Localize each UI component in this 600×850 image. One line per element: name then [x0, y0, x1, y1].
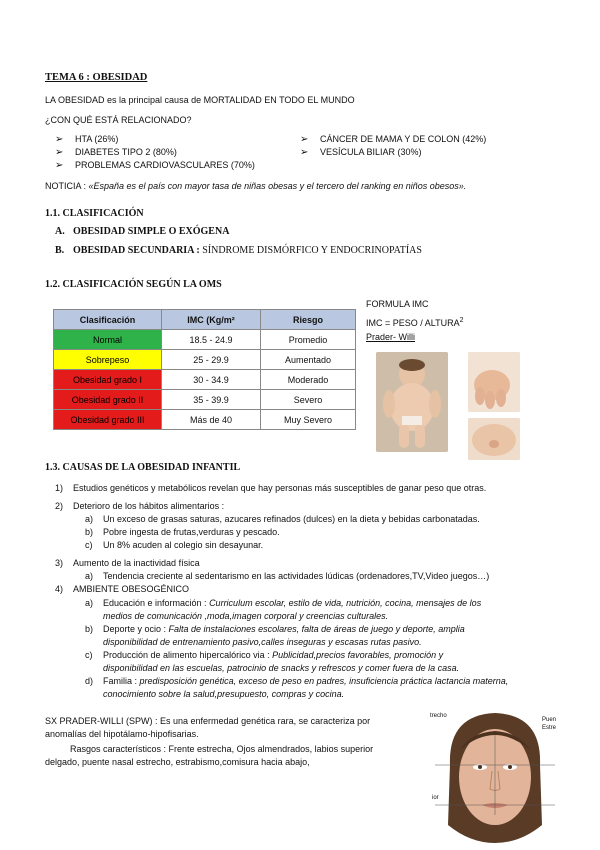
body-photo: [468, 418, 520, 460]
spw-line-4: delgado, puente nasal estrecho, estrabismo,comisura hacia abajo,: [45, 757, 310, 767]
table-row: [54, 370, 356, 390]
cause-1: 1) Estudios genéticos y metabólicos revelan que hay personas más susceptibles de ganar peso que otras.: [55, 483, 487, 493]
spw-line-1: SX PRADER-WILLI (SPW) : Es una enfermedad genética rara, se caracteriza por: [45, 716, 371, 726]
cause-4b: b) Deporte y ocio : Falta de instalaciones escolares, falta de áreas de juego y deporte, amplia: [85, 624, 465, 634]
table-row: [54, 410, 356, 430]
cause-4d-cont: conocimiento sobre la salud,presupuesto, compras y cocina.: [103, 689, 345, 699]
table-cell-risk: Aumentado: [261, 350, 356, 370]
related-list-left: [55, 133, 315, 173]
table-cell-imc: Más de 40: [162, 410, 261, 430]
related-item-vesicula: ➢ VESÍCULA BILIAR (30%): [300, 146, 422, 159]
cause-4a-cont: medios de comunicación ,moda,imagen corporal y creencias culturales.: [103, 611, 389, 621]
classification-b: B. OBESIDAD SECUNDARIA : SÍNDROME DISMÓRFICO Y ENDOCRINOPATÍAS: [55, 245, 422, 256]
table-cell-class: Obesidad grado I: [54, 370, 162, 390]
table-cell-imc: 18.5 - 24.9: [162, 330, 261, 350]
cause-4b-cont: disponibilidad de entrenamiento pasivo,calles inseguras y escasas rutas pasivo.: [103, 637, 422, 647]
face-label-ior: ior: [432, 795, 439, 801]
cause-2b: b) Pobre ingesta de frutas,verduras y pescado.: [85, 527, 280, 537]
section-1-2-heading: 1.2. CLASIFICACIÓN SEGÚN LA OMS: [45, 279, 222, 290]
table-cell-imc: 35 - 39.9: [162, 390, 261, 410]
cause-4d: d) Familia : predisposición genética, exceso de peso en padres, insuficiencia práctica lactancia materna,: [85, 676, 509, 686]
news-label: NOTICIA :: [45, 181, 89, 191]
cause-2: 2) Deterioro de los hábitos alimentarios :: [55, 501, 225, 511]
table-cell-class: Normal: [54, 330, 162, 350]
th-imc: IMC (Kg/m²: [162, 310, 261, 330]
intro-text: LA OBESIDAD es la principal causa de MORTALIDAD EN TODO EL MUNDO: [45, 95, 355, 105]
table-cell-class: Sobrepeso: [54, 350, 162, 370]
related-item-cancer: ➢ CÁNCER DE MAMA Y DE COLON (42%): [300, 133, 486, 146]
classification-a: A. OBESIDAD SIMPLE O EXÓGENA: [55, 226, 230, 237]
cause-4: 4) AMBIENTE OBESOGÉNICO: [55, 584, 190, 594]
page-title: TEMA 6 : OBESIDAD: [45, 72, 148, 83]
related-list-right: [300, 133, 560, 163]
table-cell-class: Obesidad grado II: [54, 390, 162, 410]
th-riesgo: Riesgo: [261, 310, 356, 330]
cause-4a: a) Educación e información : Curriculum escolar, estilo de vida, nutrición, cocina, mensajes de los: [85, 598, 482, 608]
table-cell-class: Obesidad grado III: [54, 410, 162, 430]
table-row: [54, 350, 356, 370]
table-cell-risk: Muy Severo: [261, 410, 356, 430]
hands-photo: [468, 352, 520, 412]
table-row: [54, 390, 356, 410]
table-cell-risk: Promedio: [261, 330, 356, 350]
section-1-3-heading: 1.3. CAUSAS DE LA OBESIDAD INFANTIL: [45, 462, 241, 473]
table-cell-risk: Severo: [261, 390, 356, 410]
section-1-1-heading: 1.1. CLASIFICACIÓN: [45, 208, 144, 219]
formula-title: FORMULA IMC: [366, 299, 429, 309]
face-label-puen: Puen: [542, 717, 557, 723]
table-row: [54, 330, 356, 350]
cause-3: 3) Aumento de la inactividad física: [55, 558, 200, 568]
news-line: [45, 180, 466, 192]
related-item-diabetes: ➢ DIABETES TIPO 2 (80%): [55, 146, 177, 159]
related-item-hta: ➢ HTA (26%): [55, 133, 118, 146]
th-clasificacion: Clasificación: [54, 310, 162, 330]
cause-2c: c) Un 8% acuden al colegio sin desayunar.: [85, 540, 264, 550]
child-photo: [376, 352, 448, 452]
face-label-trecho: trecho: [430, 713, 447, 719]
table-cell-risk: Moderado: [261, 370, 356, 390]
oms-table-header: [54, 310, 356, 330]
table-cell-imc: 30 - 34.9: [162, 370, 261, 390]
question-text: ¿CON QUÉ ESTÁ RELACIONADO?: [45, 115, 192, 125]
prader-willi-face-illustration: [430, 705, 560, 845]
cause-4c-cont: disponibilidad en las escuelas, patrocinio de snacks y refrescos y comer fuera de la casa.: [103, 663, 460, 673]
table-cell-imc: 25 - 29.9: [162, 350, 261, 370]
news-text: «España es el país con mayor tasa de niñas obesas y el tercero del ranking en niños obesos».: [88, 181, 467, 191]
prader-willi-label: Prader- Willi: [366, 332, 416, 342]
face-label-estre: Estre: [542, 725, 557, 731]
oms-table: [53, 309, 356, 430]
spw-line-2: anomalías del hipotálamo-hipofisarias.: [45, 729, 199, 739]
cause-2a: a) Un exceso de grasas saturas, azucares refinados (dulces) en la dieta y bebidas carbonatadas.: [85, 514, 480, 524]
spw-line-3: Rasgos característicos : Frente estrecha, Ojos almendrados, labios superior: [70, 744, 374, 754]
cause-4c: c) Producción de alimento hipercalórico via : Publicidad,precios favorables, promoción y: [85, 650, 444, 660]
cause-3a: a) Tendencia creciente al sedentarismo en las actividades lúdicas (ordenadores,TV,Video juegos…): [85, 571, 490, 581]
related-item-cardio: ➢ PROBLEMAS CARDIOVASCULARES (70%): [55, 159, 255, 172]
formula: IMC = PESO / ALTURA$^2$: [366, 317, 464, 328]
